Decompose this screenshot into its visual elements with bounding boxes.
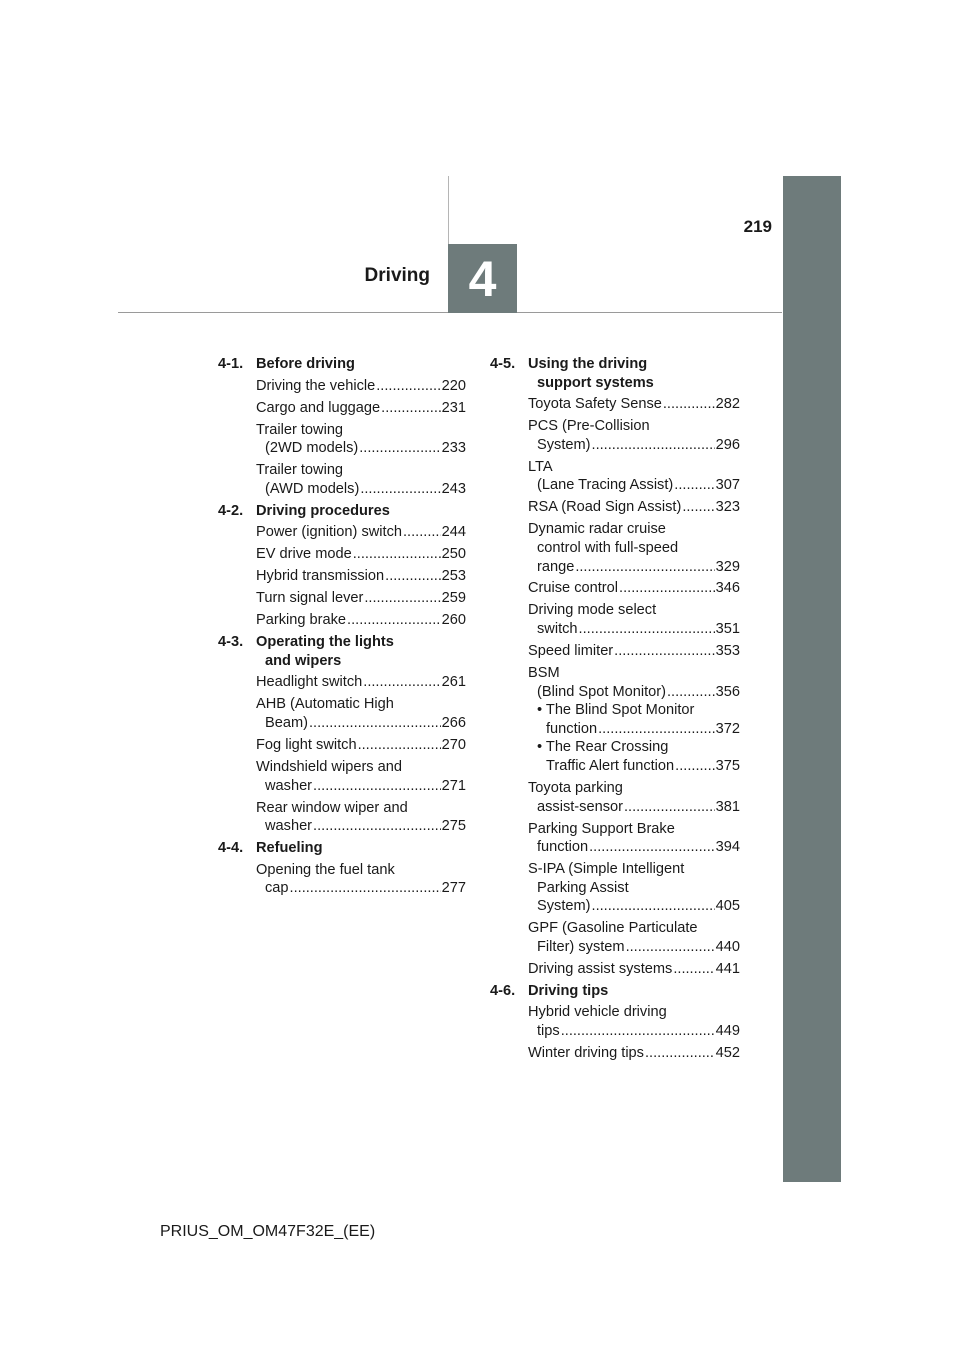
toc-entry[interactable] [256, 461, 466, 498]
toc-page-number: 353 [715, 643, 740, 660]
toc-entry-line [528, 579, 740, 598]
toc-entry-text: Driving the vehicle [256, 377, 376, 394]
toc-dot-leader [598, 720, 715, 739]
toc-dot-leader [614, 642, 714, 661]
toc-entry[interactable] [256, 799, 466, 836]
toc-entry-line [256, 589, 466, 608]
toc-entry-line [528, 476, 740, 495]
toc-dot-leader [626, 938, 715, 957]
toc-entry[interactable] [528, 458, 740, 495]
toc-dot-leader [353, 545, 441, 564]
toc-page-number: 253 [441, 568, 466, 585]
section-title: Before driving [256, 356, 355, 372]
toc-page-number: 329 [715, 558, 740, 575]
toc-page-number: 296 [715, 436, 740, 453]
chapter-number: 4 [468, 250, 497, 307]
toc-entry-line [528, 558, 740, 577]
toc-dot-leader [645, 1044, 715, 1063]
toc-page-number: 307 [715, 477, 740, 494]
toc-page-number: 356 [715, 683, 740, 700]
toc-entry-line [256, 714, 466, 733]
toc-page-number: 323 [715, 499, 740, 516]
toc-entry-text: (2WD models) [265, 440, 359, 457]
toc-entry-line [256, 523, 466, 542]
toc-left-column [218, 355, 466, 901]
toc-dot-leader [674, 476, 714, 495]
toc-entry[interactable] [256, 567, 466, 586]
toc-entry-line [528, 897, 740, 916]
toc-entry-text: Windshield wipers and [256, 758, 403, 775]
toc-entry-text: Speed limiter [528, 643, 614, 660]
toc-entry-line [256, 399, 466, 418]
toc-entry[interactable] [256, 611, 466, 630]
toc-entry[interactable] [528, 664, 740, 776]
toc-dot-leader [376, 377, 440, 396]
toc-entry-text: PCS (Pre-Collision [528, 418, 650, 435]
toc-entry-text: EV drive mode [256, 546, 352, 563]
toc-entry-text: Turn signal lever [256, 590, 364, 607]
toc-entry[interactable] [256, 736, 466, 755]
toc-dot-leader [592, 897, 715, 916]
section-title: Driving tips [528, 982, 609, 999]
section-number: 4-4. [218, 840, 244, 857]
toc-entry[interactable] [528, 498, 740, 517]
toc-dot-leader [619, 579, 715, 598]
page-number: 219 [743, 217, 772, 236]
section-title: Driving procedures [256, 502, 390, 519]
toc-entry-text: tips [537, 1023, 560, 1040]
toc-entry-text: Traffic Alert function [546, 758, 675, 774]
toc-entry-text: Parking brake [256, 612, 347, 629]
toc-right-column [490, 355, 740, 1066]
toc-entry[interactable] [528, 779, 740, 816]
section-heading [218, 633, 466, 670]
toc-dot-leader [309, 714, 441, 733]
chapter-side-tab [783, 176, 841, 1182]
toc-entry-text: GPF (Gasoline Particulate [528, 920, 698, 937]
toc-entry-line [528, 436, 740, 455]
toc-entry-line [528, 960, 740, 979]
toc-entry-line [256, 480, 466, 499]
toc-entry-text: Driving mode select [528, 602, 657, 619]
toc-dot-leader [313, 777, 441, 796]
toc-page-number: 405 [715, 898, 740, 915]
section-heading [218, 502, 466, 521]
toc-entry-text: Beam) [265, 715, 308, 731]
toc-entry-text: washer [265, 818, 313, 835]
section-number: 4-6. [490, 982, 516, 999]
toc-section [218, 839, 466, 898]
toc-page-number: 233 [441, 440, 466, 457]
toc-entry[interactable] [256, 377, 466, 396]
toc-entry-line [528, 683, 740, 702]
toc-dot-leader [360, 480, 440, 499]
toc-page-number: 346 [715, 580, 740, 597]
document-code: PRIUS_OM_OM47F32E_(EE) [160, 1223, 376, 1240]
section-title: Refueling [256, 840, 323, 857]
section-number: 4-2. [218, 502, 244, 519]
toc-entry[interactable] [256, 523, 466, 542]
toc-entry-text: function [537, 839, 589, 856]
toc-dot-leader [575, 558, 714, 577]
toc-entry-line [528, 720, 740, 739]
toc-entry-line [256, 439, 466, 458]
toc-entry-text: • The Rear Crossing [537, 739, 669, 756]
toc-entry[interactable] [528, 642, 740, 661]
toc-entry-line [528, 642, 740, 661]
toc-entry-text: System) [537, 436, 591, 453]
toc-entry-line [256, 673, 466, 692]
toc-entry-text: RSA (Road Sign Assist) [528, 499, 682, 516]
toc-entry-text: Trailer towing [256, 462, 344, 479]
toc-entry-text: Hybrid vehicle driving [528, 1004, 667, 1021]
toc-dot-leader [358, 736, 441, 755]
toc-entry-text: range [537, 558, 575, 575]
toc-entry-text: Trailer towing [256, 421, 344, 438]
toc-dot-leader [381, 399, 440, 418]
toc-entry-line [528, 620, 740, 639]
toc-entry-text: Filter) system [537, 938, 625, 955]
toc-entry-text: Parking Assist [537, 879, 629, 896]
toc-page-number: 270 [441, 736, 466, 753]
toc-page-number: 440 [715, 938, 740, 955]
toc-entry[interactable] [256, 673, 466, 692]
toc-page-number: 381 [715, 798, 740, 815]
toc-dot-leader [290, 879, 441, 898]
toc-entry-line [528, 1044, 740, 1063]
toc-dot-leader [359, 439, 440, 458]
toc-entry[interactable] [256, 421, 466, 458]
section-title: Operating the lights and wipers [256, 634, 394, 669]
toc-entry-line [256, 777, 466, 796]
toc-entry-text: Toyota parking [528, 779, 623, 796]
toc-dot-leader [663, 395, 715, 414]
toc-entry-line [256, 736, 466, 755]
toc-entry-line [528, 798, 740, 817]
section-number: 4-5. [490, 356, 516, 372]
toc-entry-text: Power (ignition) switch [256, 524, 402, 541]
toc-page-number: 261 [441, 674, 466, 691]
section-heading [490, 982, 740, 1001]
section-number: 4-3. [218, 634, 244, 651]
toc-entry-line [256, 545, 466, 564]
toc-entry-text: BSM [528, 665, 560, 682]
toc-entry-text: • The Blind Spot Monitor [537, 702, 695, 719]
section-heading [218, 839, 466, 858]
toc-entry-text: Dynamic radar cruise [528, 521, 666, 538]
toc-entry[interactable] [528, 417, 740, 454]
toc-page-number: 449 [715, 1023, 740, 1040]
toc-page-number: 275 [441, 818, 466, 835]
toc-entry[interactable] [528, 1003, 740, 1040]
toc-dot-leader [403, 523, 441, 542]
toc-entry-line [256, 377, 466, 396]
toc-section [490, 355, 740, 978]
toc-entry-text: (Lane Tracing Assist) [537, 477, 674, 494]
toc-dot-leader [667, 683, 715, 702]
toc-entry-line [528, 838, 740, 857]
toc-dot-leader [673, 960, 714, 979]
toc-page-number: 260 [441, 612, 466, 629]
toc-entry[interactable] [256, 695, 466, 732]
section-title: Using the driving support systems [528, 356, 654, 391]
toc-entry-text: Hybrid transmission [256, 568, 385, 585]
toc-entry[interactable] [256, 758, 466, 795]
toc-dot-leader [675, 757, 714, 776]
toc-entry[interactable] [256, 545, 466, 564]
toc-entry[interactable] [528, 820, 740, 857]
toc-page-number: 375 [715, 758, 740, 774]
toc-entry-text: Headlight switch [256, 674, 363, 691]
toc-dot-leader [385, 567, 441, 586]
toc-dot-leader [313, 817, 441, 836]
toc-page-number: 441 [715, 960, 740, 977]
toc-page-number: 394 [715, 839, 740, 856]
toc-page-number: 351 [715, 621, 740, 638]
toc-page-number: 372 [715, 720, 740, 737]
toc-entry-text: Cargo and luggage [256, 399, 381, 416]
toc-entry[interactable] [528, 860, 740, 916]
chapter-title: Driving [364, 265, 430, 286]
toc-entry-text: function [546, 720, 598, 737]
toc-entry[interactable] [528, 919, 740, 956]
toc-entry-line [256, 567, 466, 586]
chapter-number-box [448, 244, 517, 313]
toc-entry-text: LTA [528, 458, 553, 475]
toc-entry-line [528, 395, 740, 414]
toc-page-number: 277 [441, 880, 466, 897]
toc-entry[interactable] [256, 589, 466, 608]
toc-page-number: 231 [441, 399, 466, 416]
toc-entry-text: switch [537, 621, 578, 638]
toc-entry-text: Toyota Safety Sense [528, 396, 662, 413]
toc-entry[interactable] [528, 579, 740, 598]
toc-dot-leader [347, 611, 441, 630]
toc-dot-leader [561, 1022, 715, 1041]
toc-entry-text: Winter driving tips [528, 1045, 644, 1062]
toc-dot-leader [589, 838, 715, 857]
toc-entry-text: washer [265, 777, 313, 794]
section-heading [218, 355, 466, 374]
section-heading [490, 355, 740, 392]
toc-section [218, 502, 466, 630]
toc-dot-leader [624, 798, 715, 817]
toc-entry-line [528, 757, 740, 776]
toc-entry-line [528, 1022, 740, 1041]
toc-entry-text: cap [265, 880, 289, 897]
toc-entry-text: Fog light switch [256, 736, 357, 753]
toc-entry-text: assist-sensor [537, 798, 623, 815]
toc-page-number: 220 [441, 377, 466, 394]
toc-dot-leader [592, 436, 715, 455]
section-number: 4-1. [218, 356, 244, 372]
toc-section [218, 355, 466, 498]
toc-entry-text: Driving assist systems [528, 960, 673, 977]
toc-entry[interactable] [256, 861, 466, 898]
toc-section [218, 633, 466, 836]
toc-entry-text: Parking Support Brake [528, 820, 675, 837]
toc-dot-leader [364, 589, 440, 608]
toc-page-number: 266 [441, 715, 466, 731]
toc-entry[interactable] [528, 960, 740, 979]
toc-section [490, 982, 740, 1063]
toc-page-number: 250 [441, 546, 466, 563]
toc-dot-leader [682, 498, 714, 517]
toc-entry-line [256, 879, 466, 898]
toc-entry-text: S-IPA (Simple Intelligent [528, 861, 685, 878]
toc-entry-text: Rear window wiper and [256, 799, 408, 816]
toc-dot-leader [579, 620, 715, 639]
toc-page-number: 243 [441, 480, 466, 497]
toc-entry[interactable] [528, 520, 740, 576]
toc-page-number: 282 [715, 396, 740, 413]
toc-entry-text: (Blind Spot Monitor) [537, 683, 666, 700]
toc-entry[interactable] [528, 395, 740, 414]
toc-entry[interactable] [256, 399, 466, 418]
toc-entry[interactable] [528, 601, 740, 638]
toc-page-number: 259 [441, 590, 466, 607]
toc-page-number: 452 [715, 1045, 740, 1062]
toc-page-number: 244 [441, 524, 466, 541]
toc-entry-line [256, 611, 466, 630]
toc-entry-line [528, 938, 740, 957]
toc-dot-leader [363, 673, 440, 692]
toc-entry-text: Cruise control [528, 580, 619, 597]
toc-entry-line [256, 817, 466, 836]
toc-entry-text: Opening the fuel tank [256, 861, 395, 878]
toc-entry-text: AHB (Automatic High [256, 696, 394, 713]
toc-entry-text: System) [537, 898, 591, 915]
toc-entry[interactable] [528, 1044, 740, 1063]
toc-entry-text: control with full-speed [537, 539, 679, 556]
toc-entry-text: (AWD models) [265, 480, 360, 497]
toc-page-number: 271 [441, 777, 466, 794]
toc-entry-line [528, 498, 740, 517]
